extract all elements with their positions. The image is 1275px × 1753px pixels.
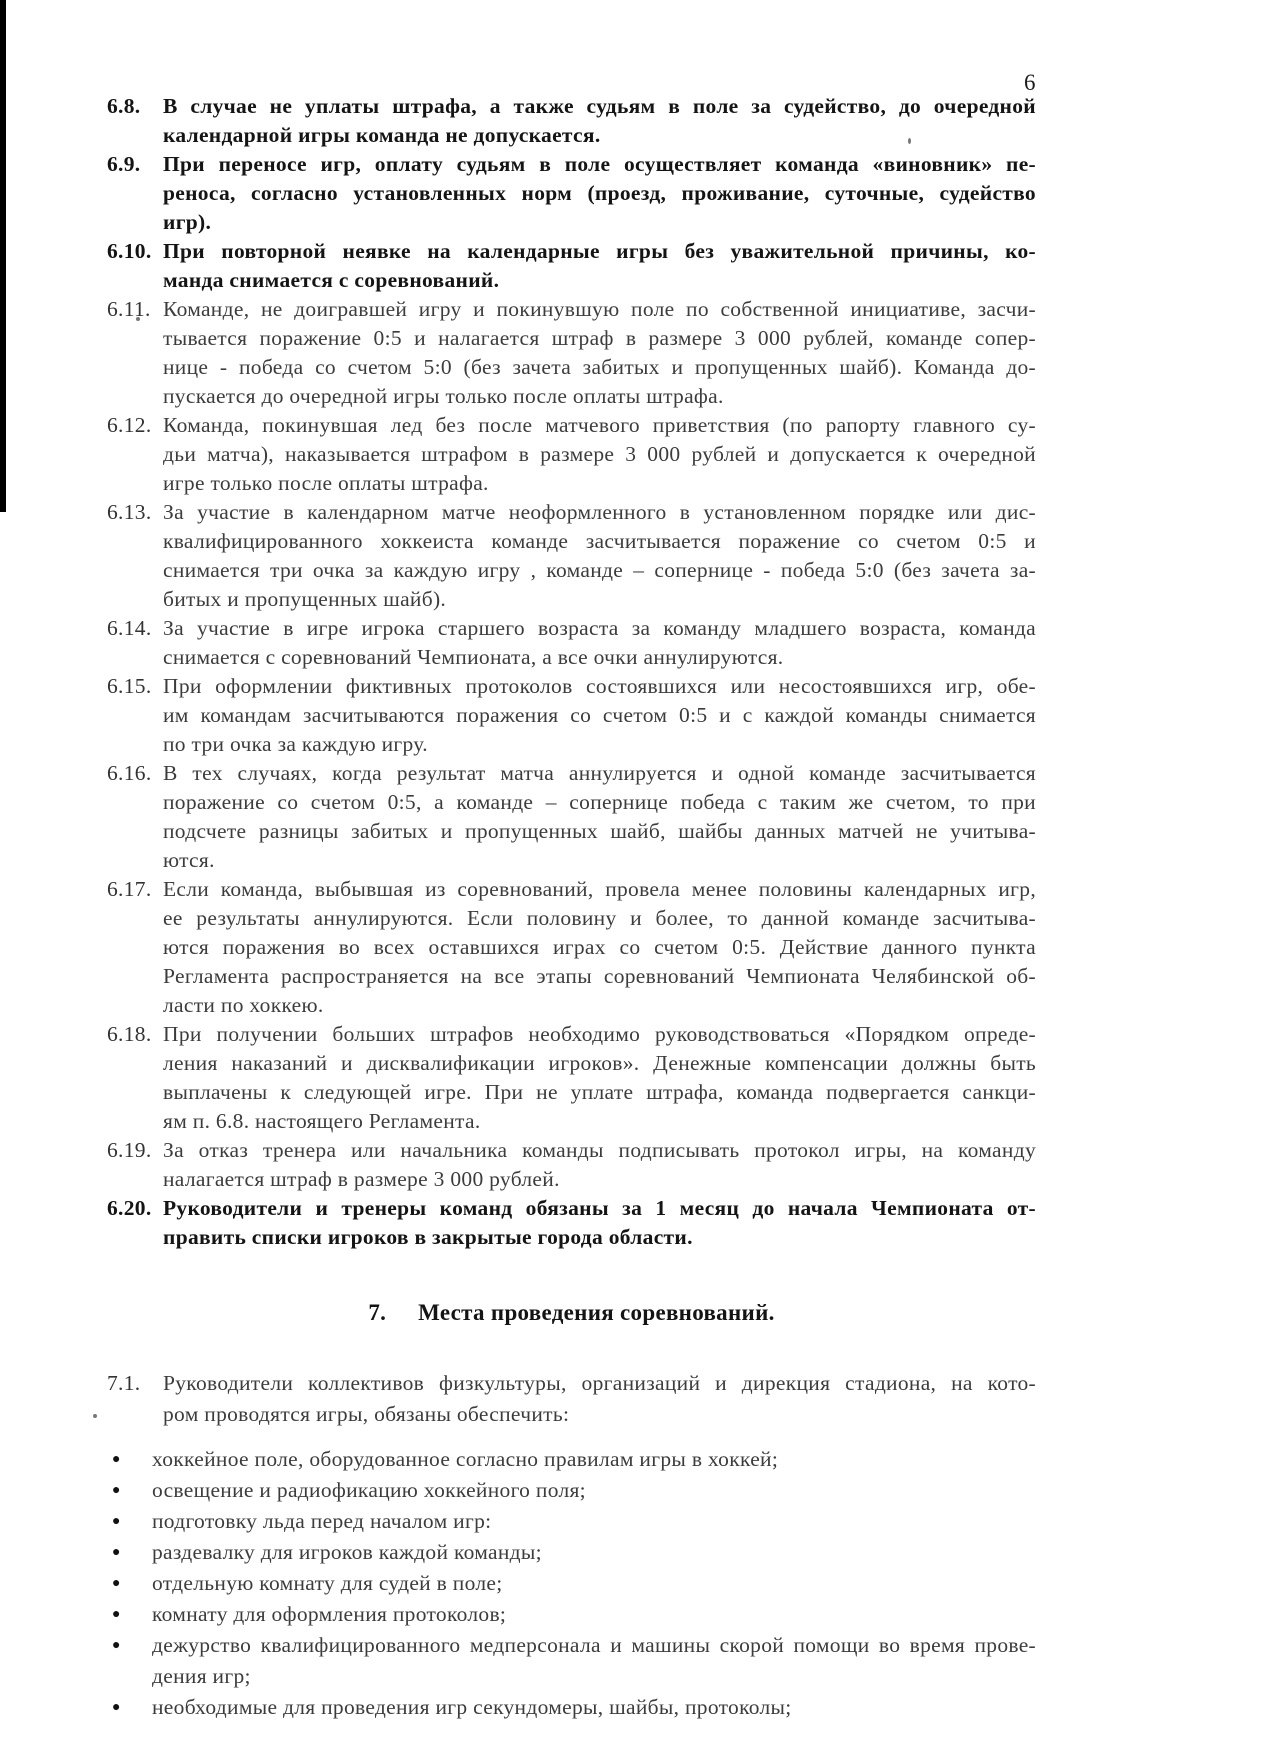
text-line: освещение и радиофикацию хоккейного поля; bbox=[152, 1478, 586, 1502]
item-text bbox=[163, 875, 1036, 1020]
text-line: по три очка за каждую игру. bbox=[163, 732, 428, 756]
bullet-text bbox=[152, 1630, 1036, 1692]
bullet-item bbox=[107, 1444, 1036, 1475]
text-line: При получении больших штрафов необходимо руководствоваться «Порядком опреде- bbox=[163, 1022, 1036, 1046]
list-item bbox=[107, 295, 1036, 411]
document-content bbox=[107, 92, 1036, 1723]
text-line: За участие в календарном матче неоформленного в установленном порядке или дис- bbox=[163, 500, 1036, 524]
bullet-dot-icon: ● bbox=[112, 1607, 121, 1622]
text-line: ее результаты аннулируются. Если половину и более, то данной команде засчитыва- bbox=[163, 906, 1036, 930]
numbered-list-section-6 bbox=[107, 92, 1036, 1252]
text-line: Команда, покинувшая лед без после матчевого приветствия (по рапорту главного су- bbox=[163, 413, 1036, 437]
bullet-dot-icon: ● bbox=[112, 1700, 121, 1715]
item-7-1-container bbox=[107, 1368, 1036, 1430]
item-number: 6.11. bbox=[107, 297, 151, 321]
item-number: 6.19. bbox=[107, 1138, 152, 1162]
text-line: отдельную комнату для судей в поле; bbox=[152, 1571, 503, 1595]
bullet-text bbox=[152, 1537, 1036, 1568]
text-line: игре только после оплаты штрафа. bbox=[163, 471, 489, 495]
item-number: 6.10. bbox=[107, 239, 152, 263]
bullet-dot-icon: ● bbox=[112, 1514, 121, 1529]
text-line: При оформлении фиктивных протоколов состоявшихся или несостоявшихся игр, обе- bbox=[163, 674, 1036, 698]
item-text bbox=[163, 1368, 1036, 1430]
bullet-text bbox=[152, 1444, 1036, 1475]
text-line: календарной игры команда не допускается. bbox=[163, 123, 601, 147]
item-text bbox=[163, 411, 1036, 498]
text-line: реноса, согласно установленных норм (проезд, проживание, суточные, судейство bbox=[163, 181, 1036, 205]
text-line: снимается с соревнований Чемпионата, а все очки аннулируются. bbox=[163, 645, 784, 669]
section-heading bbox=[107, 1298, 1036, 1328]
text-line: В случае не уплаты штрафа, а также судьям в поле за судейство, до очередной bbox=[163, 94, 1036, 118]
section-title: Места проведения соревнований. bbox=[418, 1300, 775, 1325]
text-line: ям п. 6.8. настоящего Регламента. bbox=[163, 1109, 481, 1133]
item-number: 6.16. bbox=[107, 761, 152, 785]
bullet-text bbox=[152, 1692, 1036, 1723]
text-line: править списки игроков в закрытые города области. bbox=[163, 1225, 693, 1249]
item-number: 6.18. bbox=[107, 1022, 152, 1046]
bullet-item bbox=[107, 1537, 1036, 1568]
text-line: При повторной неявке на календарные игры без уважительной причины, ко- bbox=[163, 239, 1036, 263]
list-item bbox=[107, 150, 1036, 237]
text-line: необходимые для проведения игр секундомеры, шайбы, протоколы; bbox=[152, 1695, 792, 1719]
text-line: тывается поражение 0:5 и налагается штраф в размере 3 000 рублей, команде сопер- bbox=[163, 326, 1036, 350]
section-number: 7. bbox=[368, 1300, 387, 1325]
text-line: раздевалку для игроков каждой команды; bbox=[152, 1540, 542, 1564]
text-line: При переносе игр, оплату судьям в поле осуществляет команда «виновник» пе- bbox=[163, 152, 1036, 176]
text-line: им командам засчитываются поражения со счетом 0:5 и с каждой команды снимается bbox=[163, 703, 1036, 727]
bullet-item bbox=[107, 1568, 1036, 1599]
text-line: ются. bbox=[163, 848, 215, 872]
list-item bbox=[107, 672, 1036, 759]
text-line: За отказ тренера или начальника команды подписывать протокол игры, на команду bbox=[163, 1138, 1036, 1162]
item-text bbox=[163, 150, 1036, 237]
bullet-dot-icon: ● bbox=[112, 1452, 121, 1467]
bullet-item bbox=[107, 1475, 1036, 1506]
scan-artifact-left-bar bbox=[0, 0, 6, 512]
text-line: игр). bbox=[163, 210, 212, 234]
list-item bbox=[107, 875, 1036, 1020]
bullet-text bbox=[152, 1506, 1036, 1537]
item-text bbox=[163, 1020, 1036, 1136]
item-text bbox=[163, 237, 1036, 295]
item-number: 6.9. bbox=[107, 152, 141, 176]
text-line: нице - победа со счетом 5:0 (без зачета забитых и пропущенных шайб). Команда до- bbox=[163, 355, 1036, 379]
bullet-text bbox=[152, 1599, 1036, 1630]
bullet-dot-icon: ● bbox=[112, 1638, 121, 1653]
list-item bbox=[107, 498, 1036, 614]
text-line: дежурство квалифицированного медперсонала и машины скорой помощи во время прове- bbox=[152, 1633, 1036, 1657]
item-number: 7.1. bbox=[107, 1371, 141, 1395]
bullet-list bbox=[107, 1444, 1036, 1723]
bullet-item bbox=[107, 1692, 1036, 1723]
bullet-item bbox=[107, 1630, 1036, 1692]
bullet-text bbox=[152, 1475, 1036, 1506]
list-item bbox=[107, 1194, 1036, 1252]
item-number: 6.8. bbox=[107, 94, 141, 118]
item-number: 6.20. bbox=[107, 1196, 152, 1220]
scan-noise bbox=[93, 1414, 97, 1418]
text-line: Регламента распространяется на все этапы соревнований Чемпионата Челябинской об- bbox=[163, 964, 1036, 988]
text-line: дения игр; bbox=[152, 1664, 251, 1688]
item-text bbox=[163, 672, 1036, 759]
bullet-text bbox=[152, 1568, 1036, 1599]
bullet-item bbox=[107, 1506, 1036, 1537]
item-number: 6.14. bbox=[107, 616, 152, 640]
item-number: 6.13. bbox=[107, 500, 152, 524]
list-item bbox=[107, 1136, 1036, 1194]
list-item bbox=[107, 1368, 1036, 1430]
item-text bbox=[163, 498, 1036, 614]
list-item bbox=[107, 614, 1036, 672]
item-text bbox=[163, 614, 1036, 672]
bullet-item bbox=[107, 1599, 1036, 1630]
text-line: ления наказаний и дисквалификации игроков». Денежные компенсации должны быть bbox=[163, 1051, 1036, 1075]
text-line: Руководители коллективов физкультуры, организаций и дирекция стадиона, на кото- bbox=[163, 1371, 1036, 1395]
text-line: В тех случаях, когда результат матча аннулируется и одной команде засчитывается bbox=[163, 761, 1036, 785]
text-line: дьи матча), наказывается штрафом в размере 3 000 рублей и допускается к очередной bbox=[163, 442, 1036, 466]
text-line: хоккейное поле, оборудованное согласно правилам игры в хоккей; bbox=[152, 1447, 779, 1471]
bullet-dot-icon: ● bbox=[112, 1545, 121, 1560]
text-line: пускается до очередной игры только после оплаты штрафа. bbox=[163, 384, 724, 408]
text-line: квалифицированного хоккеиста команде засчитывается поражение со счетом 0:5 и bbox=[163, 529, 1036, 553]
list-item bbox=[107, 759, 1036, 875]
text-line: подсчете разницы забитых и пропущенных шайб, шайбы данных матчей не учитыва- bbox=[163, 819, 1036, 843]
list-item bbox=[107, 237, 1036, 295]
text-line: ром проводятся игры, обязаны обеспечить: bbox=[163, 1402, 570, 1426]
text-line: снимается три очка за каждую игру , команде – сопернице - победа 5:0 (без зачета за- bbox=[163, 558, 1036, 582]
text-line: ласти по хоккею. bbox=[163, 993, 324, 1017]
item-text bbox=[163, 1136, 1036, 1194]
item-number: 6.12. bbox=[107, 413, 152, 437]
item-text bbox=[163, 295, 1036, 411]
text-line: манда снимается с соревнований. bbox=[163, 268, 500, 292]
list-item bbox=[107, 411, 1036, 498]
item-number: 6.17. bbox=[107, 877, 152, 901]
text-line: Руководители и тренеры команд обязаны за 1 месяц до начала Чемпионата от- bbox=[163, 1196, 1036, 1220]
text-line: Команде, не доигравшей игру и покинувшую поле по собственной инициативе, засчи- bbox=[163, 297, 1036, 321]
text-line: выплачены к следующей игре. При не уплате штрафа, команда подвергается санкци- bbox=[163, 1080, 1036, 1104]
text-line: поражение со счетом 0:5, а команде – сопернице победа с таким же счетом, то при bbox=[163, 790, 1036, 814]
text-line: За участие в игре игрока старшего возраста за команду младшего возраста, команда bbox=[163, 616, 1036, 640]
text-line: битых и пропущенных шайб). bbox=[163, 587, 447, 611]
text-line: ются поражения во всех оставшихся играх со счетом 0:5. Действие данного пункта bbox=[163, 935, 1036, 959]
list-item bbox=[107, 1020, 1036, 1136]
text-line: налагается штраф в размере 3 000 рублей. bbox=[163, 1167, 560, 1191]
text-line: комнату для оформления протоколов; bbox=[152, 1602, 507, 1626]
item-text bbox=[163, 1194, 1036, 1252]
page-number: 6 bbox=[1024, 70, 1036, 95]
bullet-dot-icon: ● bbox=[112, 1483, 121, 1498]
list-item bbox=[107, 92, 1036, 150]
text-line: подготовку льда перед началом игр: bbox=[152, 1509, 492, 1533]
item-number: 6.15. bbox=[107, 674, 152, 698]
item-text bbox=[163, 92, 1036, 150]
item-text bbox=[163, 759, 1036, 875]
text-line: Если команда, выбывшая из соревнований, провела менее половины календарных игр, bbox=[163, 877, 1036, 901]
bullet-dot-icon: ● bbox=[112, 1576, 121, 1591]
